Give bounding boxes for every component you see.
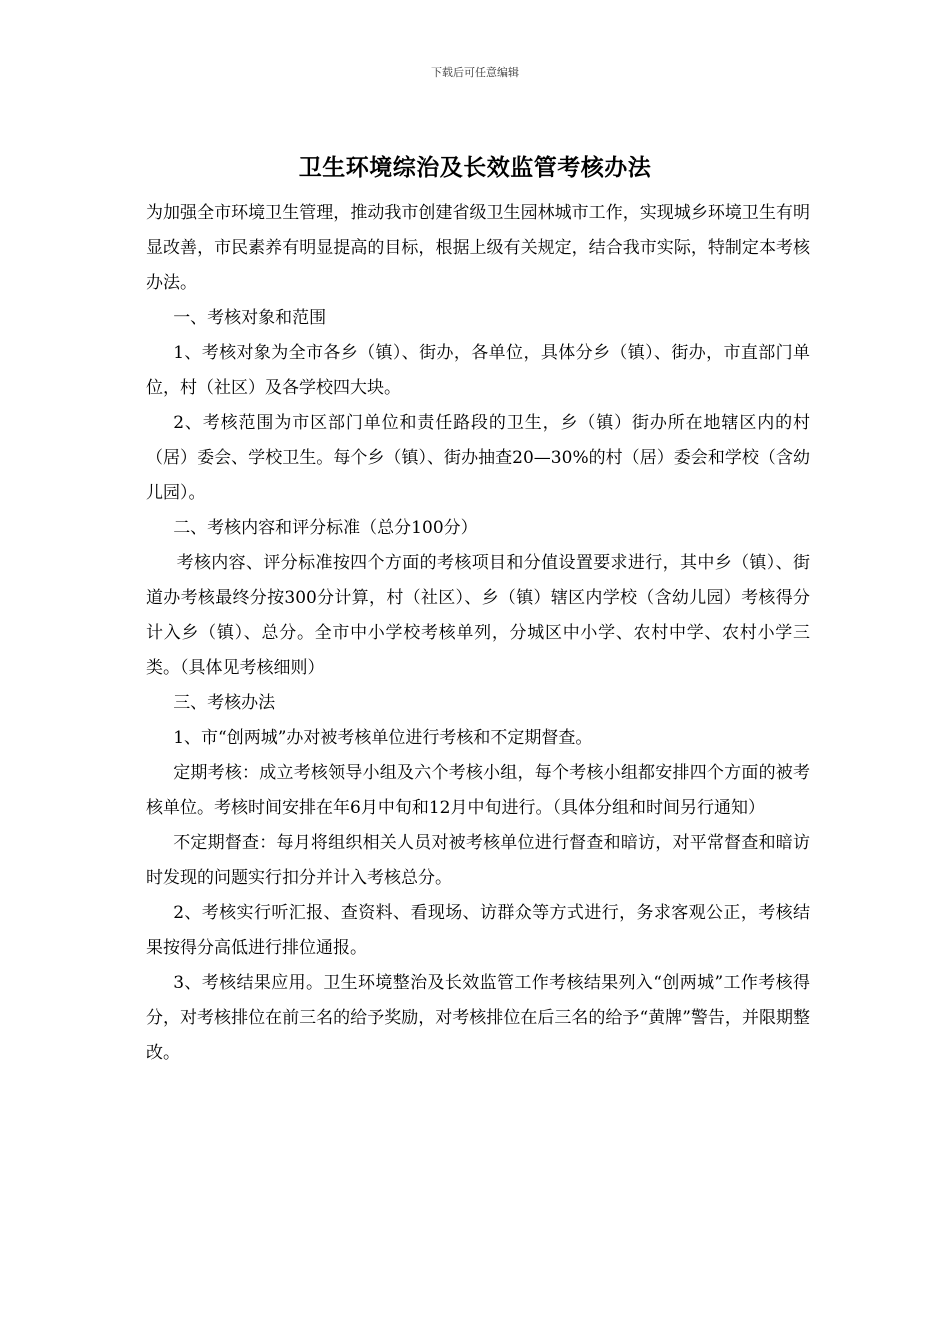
paragraph-scope-2: 2、考核范围为市区部门单位和责任路段的卫生，乡（镇）街办所在地辖区内的村（居）委会、学校卫生。每个乡（镇）、街办抽查20—30%的村（居）委会和学校（含幼儿园）。 — [146, 413, 810, 503]
paragraph-methods-3: 3、考核结果应用。卫生环境整治及长效监管工作考核结果列入“创两城”工作考核得分，对考核排位在前三名的给予奖励，对考核排位在后三名的给予“黄牌”警告，并限期整改。 — [146, 973, 810, 1063]
section-heading-criteria: 二、考核内容和评分标准（总分100分） — [173, 518, 478, 538]
section-heading-scope: 一、考核对象和范围 — [173, 308, 327, 328]
paragraph-methods-1: 1、市“创两城”办对被考核单位进行考核和不定期督查。 — [173, 728, 593, 748]
section-heading-methods: 三、考核办法 — [173, 693, 276, 713]
paragraph-criteria: 考核内容、评分标准按四个方面的考核项目和分值设置要求进行，其中乡（镇）、街道办考核最终分按300分计算，村（社区）、乡（镇）辖区内学校（含幼儿园）考核得分计入乡（镇）、总分。全市中小学校考核单列，分城区中小学、农村中学、农村小学三类。（具体见考核细则） — [146, 553, 810, 678]
paragraph-methods-2: 2、考核实行听汇报、查资料、看现场、访群众等方式进行，务求客观公正，考核结果按得分高低进行排位通报。 — [146, 903, 810, 958]
paragraph-scope-1: 1、考核对象为全市各乡（镇）、街办，各单位，具体分乡（镇）、街办，市直部门单位，村（社区）及各学校四大块。 — [146, 343, 810, 398]
paragraph-irregular-inspection: 不定期督查：每月将组织相关人员对被考核单位进行督查和暗访，对平常督查和暗访时发现的问题实行扣分并计入考核总分。 — [146, 833, 810, 888]
paragraph-regular-assessment: 定期考核：成立考核领导小组及六个考核小组，每个考核小组都安排四个方面的被考核单位。考核时间安排在年6月中旬和12月中旬进行。（具体分组和时间另行通知） — [146, 763, 810, 818]
document-title: 卫生环境综治及长效监管考核办法 — [298, 154, 652, 181]
paragraph-intro: 为加强全市环境卫生管理，推动我市创建省级卫生园林城市工作，实现城乡环境卫生有明显改善，市民素养有明显提高的目标，根据上级有关规定，结合我市实际，特制定本考核办法。 — [146, 203, 810, 293]
document-body — [146, 196, 810, 1071]
page-header-note: 下载后可任意编辑 — [431, 66, 519, 79]
